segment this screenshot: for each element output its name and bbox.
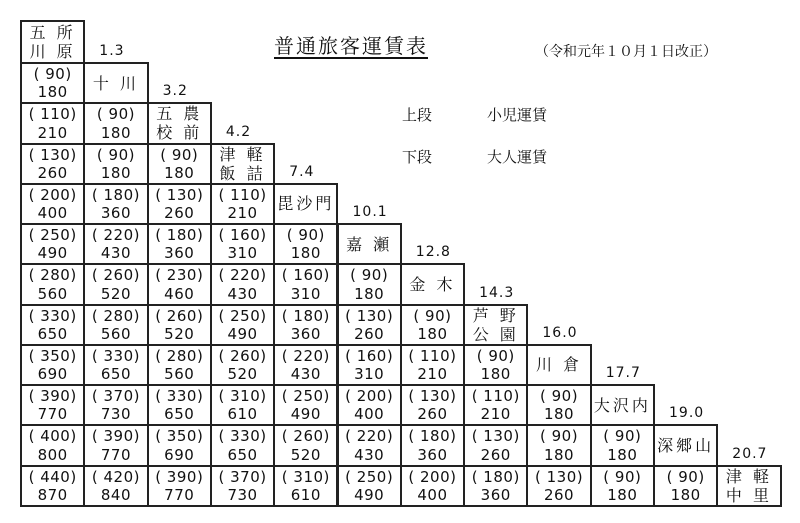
fare-cell [463, 424, 528, 466]
fare-cell [210, 424, 275, 466]
child-fare: ( 260) [218, 346, 267, 365]
child-fare: ( 440) [28, 467, 77, 486]
adult-fare: 180 [354, 284, 385, 303]
adult-fare: 260 [37, 163, 68, 182]
child-fare: ( 280) [155, 346, 204, 365]
fare-cell [400, 465, 465, 507]
fare-cell [337, 304, 402, 346]
child-fare: ( 280) [28, 266, 77, 285]
adult-fare: 650 [37, 324, 68, 343]
adult-fare: 360 [480, 485, 511, 504]
child-fare: ( 130) [471, 427, 520, 446]
child-fare: ( 130) [345, 306, 394, 325]
station-cell [590, 384, 655, 426]
child-fare: ( 400) [28, 427, 77, 446]
station-name-line: 芦 野 [472, 305, 519, 325]
fare-cell [83, 143, 148, 185]
fare-cell [273, 465, 338, 507]
fare-cell [147, 344, 212, 386]
fare-cell [337, 384, 402, 426]
adult-fare: 210 [417, 365, 448, 383]
adult-fare: 210 [227, 204, 258, 222]
child-fare: ( 260) [281, 427, 330, 446]
fare-cell [273, 223, 338, 265]
station-cell [400, 263, 465, 305]
adult-fare: 210 [37, 123, 68, 142]
fare-cell [83, 102, 148, 144]
child-fare: ( 160) [345, 346, 394, 365]
legend-lower-position: 下段 [402, 148, 433, 166]
station-cell [463, 304, 528, 346]
station-name-line: 校 前 [156, 123, 203, 143]
adult-fare: 520 [290, 445, 321, 464]
child-fare: ( 350) [28, 346, 77, 365]
station-cell [147, 102, 212, 144]
adult-fare: 430 [100, 244, 132, 263]
fare-cell [400, 304, 465, 346]
fare-cell [147, 304, 212, 346]
fare-cell [147, 223, 212, 265]
child-fare: ( 90) [350, 266, 389, 285]
adult-fare: 260 [480, 445, 511, 464]
distance-km-label: 1.3 [99, 43, 125, 59]
child-fare: ( 330) [155, 387, 204, 405]
child-fare: ( 180) [281, 306, 330, 325]
fare-cell [83, 223, 148, 265]
child-fare: ( 260) [91, 266, 140, 285]
adult-fare: 360 [164, 244, 195, 263]
fare-cell [526, 424, 591, 466]
fare-cell [20, 263, 85, 305]
child-fare: ( 230) [155, 266, 204, 285]
fare-cell [83, 424, 148, 466]
adult-fare: 610 [290, 485, 321, 504]
adult-fare: 180 [37, 83, 68, 102]
fare-cell [590, 465, 655, 507]
distance-km-label: 17.7 [605, 365, 641, 381]
adult-fare: 260 [417, 405, 448, 424]
child-fare: ( 330) [28, 306, 77, 325]
fare-cell [526, 465, 591, 507]
fare-cell [463, 384, 528, 426]
child-fare: ( 110) [218, 185, 267, 204]
station-name-line: 川 原 [29, 42, 76, 61]
child-fare: ( 220) [345, 427, 394, 446]
adult-fare: 730 [100, 405, 132, 424]
fare-cell [147, 384, 212, 426]
fare-cell [147, 465, 212, 507]
fare-cell [210, 384, 275, 426]
adult-fare: 730 [227, 485, 258, 504]
fare-cell [400, 424, 465, 466]
legend-upper-meaning: 小児運賃 [487, 106, 548, 124]
child-fare: ( 90) [96, 145, 135, 164]
adult-fare: 520 [100, 284, 132, 303]
child-fare: ( 220) [91, 226, 140, 244]
fare-cell [83, 304, 148, 346]
adult-fare: 180 [670, 485, 701, 504]
fare-cell [590, 424, 655, 466]
child-fare: ( 90) [286, 226, 325, 244]
child-fare: ( 180) [408, 427, 457, 446]
station-name-line: 公 園 [472, 324, 519, 344]
fare-cell [20, 223, 85, 265]
child-fare: ( 420) [91, 467, 140, 486]
child-fare: ( 90) [160, 145, 199, 164]
adult-fare: 840 [100, 485, 132, 504]
child-fare: ( 310) [218, 387, 267, 405]
station-name-line: 五 所 [29, 23, 76, 42]
station-name-line: 大沢内 [593, 395, 651, 415]
station-name-line: 金 木 [409, 274, 456, 294]
station-cell [273, 183, 338, 225]
adult-fare: 260 [164, 204, 195, 222]
station-cell [210, 143, 275, 185]
child-fare: ( 220) [281, 346, 330, 365]
adult-fare: 650 [227, 445, 258, 464]
child-fare: ( 160) [281, 266, 330, 285]
child-fare: ( 90) [603, 467, 642, 486]
adult-fare: 180 [480, 365, 511, 383]
child-fare: ( 390) [155, 467, 204, 486]
adult-fare: 520 [227, 365, 258, 383]
adult-fare: 490 [37, 244, 68, 263]
fare-cell [20, 465, 85, 507]
fare-cell [400, 344, 465, 386]
station-name-line: 川 倉 [535, 355, 583, 375]
fare-cell [83, 384, 148, 426]
adult-fare: 610 [227, 405, 258, 424]
station-cell [716, 465, 781, 507]
child-fare: ( 110) [471, 387, 520, 405]
child-fare: ( 110) [408, 346, 457, 365]
adult-fare: 560 [164, 365, 195, 383]
child-fare: ( 130) [534, 467, 584, 486]
child-fare: ( 90) [666, 467, 705, 486]
legend-upper-position: 上段 [402, 106, 433, 124]
adult-fare: 520 [164, 324, 195, 343]
fare-cell [210, 263, 275, 305]
child-fare: ( 200) [408, 467, 457, 486]
station-cell [526, 344, 591, 386]
child-fare: ( 90) [476, 346, 515, 365]
child-fare: ( 330) [91, 346, 140, 365]
child-fare: ( 200) [28, 185, 77, 204]
child-fare: ( 90) [540, 427, 579, 446]
child-fare: ( 280) [91, 306, 140, 325]
child-fare: ( 250) [28, 226, 77, 244]
adult-fare: 180 [417, 324, 448, 343]
adult-fare: 360 [290, 324, 321, 343]
adult-fare: 870 [37, 485, 68, 504]
child-fare: ( 330) [218, 427, 267, 446]
station-cell [337, 223, 402, 265]
fare-cell [20, 384, 85, 426]
adult-fare: 430 [227, 284, 258, 303]
adult-fare: 400 [417, 485, 448, 504]
adult-fare: 560 [100, 324, 132, 343]
fare-cell [337, 424, 402, 466]
adult-fare: 430 [354, 445, 385, 464]
fare-cell [20, 183, 85, 225]
fare-cell [147, 424, 212, 466]
child-fare: ( 110) [28, 105, 77, 124]
fare-cell [20, 62, 85, 104]
child-fare: ( 370) [91, 387, 140, 405]
child-fare: ( 90) [540, 387, 579, 405]
fare-cell [337, 465, 402, 507]
adult-fare: 360 [100, 204, 132, 222]
distance-km-label: 20.7 [732, 445, 768, 462]
adult-fare: 180 [607, 445, 638, 464]
station-name-line: 深郷山 [657, 435, 715, 455]
child-fare: ( 90) [33, 65, 72, 83]
distance-km-label: 19.0 [669, 405, 705, 422]
fare-cell [210, 304, 275, 346]
adult-fare: 690 [37, 365, 68, 383]
adult-fare: 180 [100, 123, 132, 142]
distance-km-label: 10.1 [352, 204, 388, 220]
fare-cell [653, 465, 718, 507]
fare-cell [20, 424, 85, 466]
child-fare: ( 200) [345, 387, 394, 405]
adult-fare: 650 [164, 405, 195, 424]
fare-cell [210, 183, 275, 225]
distance-km-label: 14.3 [479, 284, 515, 301]
child-fare: ( 180) [155, 226, 204, 244]
child-fare: ( 220) [218, 266, 267, 285]
fare-cell [526, 384, 591, 426]
child-fare: ( 250) [345, 467, 394, 486]
distance-km-label: 7.4 [289, 163, 315, 180]
child-fare: ( 250) [218, 306, 267, 325]
adult-fare: 310 [227, 244, 258, 263]
station-name-line: 十 川 [92, 73, 139, 93]
adult-fare: 180 [290, 244, 321, 263]
station-name-line: 五 農 [156, 104, 203, 124]
adult-fare: 490 [227, 324, 258, 343]
fare-cell [83, 465, 148, 507]
adult-fare: 310 [290, 284, 321, 303]
child-fare: ( 390) [28, 387, 77, 405]
adult-fare: 690 [164, 445, 195, 464]
child-fare: ( 180) [91, 185, 140, 204]
station-name-line: 飯 詰 [219, 163, 266, 183]
adult-fare: 430 [290, 365, 321, 383]
child-fare: ( 390) [91, 427, 140, 446]
station-name-line: 毘沙門 [277, 194, 335, 214]
child-fare: ( 350) [155, 427, 204, 446]
fare-cell [20, 102, 85, 144]
adult-fare: 180 [607, 485, 638, 504]
adult-fare: 770 [37, 405, 68, 424]
child-fare: ( 130) [408, 387, 457, 405]
adult-fare: 400 [37, 204, 68, 222]
adult-fare: 260 [543, 485, 575, 504]
adult-fare: 400 [354, 405, 385, 424]
station-cell [653, 424, 718, 466]
fare-cell [463, 465, 528, 507]
fare-cell [273, 263, 338, 305]
adult-fare: 260 [354, 324, 385, 343]
station-name-line: 津 軽 [219, 144, 266, 164]
fare-cell [147, 143, 212, 185]
adult-fare: 560 [37, 284, 68, 303]
adult-fare: 490 [354, 485, 385, 504]
child-fare: ( 130) [28, 145, 77, 164]
child-fare: ( 250) [281, 387, 330, 405]
fare-cell [147, 183, 212, 225]
adult-fare: 180 [543, 445, 575, 464]
adult-fare: 490 [290, 405, 321, 424]
page-title: 普通旅客運賃表 [274, 34, 428, 58]
adult-fare: 210 [480, 405, 511, 424]
fare-cell [147, 263, 212, 305]
origin-station-cell [20, 20, 85, 64]
fare-cell [210, 223, 275, 265]
adult-fare: 180 [100, 163, 132, 182]
fare-cell [337, 263, 402, 305]
child-fare: ( 130) [155, 185, 204, 204]
distance-km-label: 3.2 [162, 83, 188, 100]
station-name-line: 嘉 瀬 [346, 234, 393, 254]
child-fare: ( 90) [413, 306, 452, 325]
fare-cell [20, 304, 85, 346]
distance-km-label: 16.0 [542, 324, 578, 341]
fare-cell [337, 344, 402, 386]
adult-fare: 180 [164, 163, 195, 182]
fare-cell [273, 304, 338, 346]
fare-cell [463, 344, 528, 386]
revision-date: （令和元年１０月１日改正） [535, 44, 717, 60]
adult-fare: 180 [543, 405, 575, 424]
adult-fare: 360 [417, 445, 448, 464]
fare-cell [273, 384, 338, 426]
child-fare: ( 160) [218, 226, 267, 244]
child-fare: ( 90) [603, 427, 642, 446]
fare-cell [83, 344, 148, 386]
legend-lower-meaning: 大人運賃 [487, 148, 548, 166]
fare-cell [400, 384, 465, 426]
distance-km-label: 4.2 [225, 123, 252, 140]
adult-fare: 460 [164, 284, 195, 303]
child-fare: ( 260) [155, 306, 204, 325]
adult-fare: 770 [100, 445, 132, 464]
adult-fare: 770 [164, 485, 195, 504]
station-cell [83, 62, 148, 104]
adult-fare: 800 [37, 445, 68, 464]
fare-cell [20, 143, 85, 185]
fare-cell [83, 183, 148, 225]
child-fare: ( 180) [471, 467, 520, 486]
fare-cell [20, 344, 85, 386]
fare-cell [83, 263, 148, 305]
station-name-line: 中 里 [725, 485, 772, 505]
child-fare: ( 370) [218, 467, 267, 486]
fare-cell [210, 465, 275, 507]
fare-cell [273, 344, 338, 386]
fare-cell [273, 424, 338, 466]
child-fare: ( 310) [281, 467, 330, 486]
fare-cell [210, 344, 275, 386]
adult-fare: 650 [100, 365, 132, 383]
distance-km-label: 12.8 [415, 244, 451, 261]
station-name-line: 津 軽 [725, 466, 772, 486]
child-fare: ( 90) [96, 105, 135, 124]
adult-fare: 310 [354, 365, 385, 383]
